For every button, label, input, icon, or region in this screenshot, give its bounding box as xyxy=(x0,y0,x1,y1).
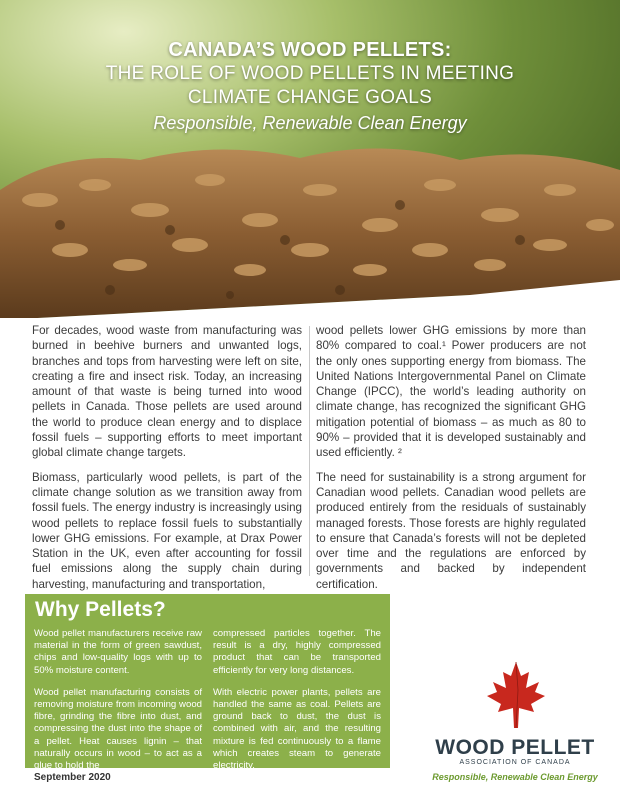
title-line-1: CANADA’S WOOD PELLETS: xyxy=(168,39,452,61)
body-column-left xyxy=(32,323,302,601)
maple-leaf-icon xyxy=(485,660,547,730)
body-column-right xyxy=(316,323,586,601)
logo-subtitle: ASSOCIATION OF CANADA xyxy=(459,759,571,766)
hero-subtitle: Responsible, Renewable Clean Energy xyxy=(153,113,467,133)
association-logo xyxy=(430,660,600,790)
hero-title xyxy=(0,38,620,136)
why-column-left xyxy=(34,628,202,782)
column-divider xyxy=(309,326,310,576)
publication-date: September 2020 xyxy=(34,772,111,783)
logo-name: WOOD PELLET xyxy=(435,736,595,759)
why-column-right xyxy=(213,628,381,782)
why-paragraph: Wood pellet manufacturers receive raw material in the form of green sawdust, chips and low-quality logs with up to 50% moisture content. xyxy=(34,628,202,676)
why-paragraph: compressed particles together. The result is a dry, highly compressed product that can be transported efficiently for very long distances. xyxy=(213,628,381,676)
hero-banner xyxy=(0,0,620,318)
why-paragraph: Wood pellet manufacturing consists of removing moisture from incoming wood fibre, grinding the fibre into dust, and compressing the dust into the shape of a pellet. Heat causes lignin – that naturally occurs in wood – to act as a glue to hold the xyxy=(34,686,202,772)
logo-tagline: Responsible, Renewable Clean Energy xyxy=(432,772,598,782)
body-paragraph: The need for sustainability is a strong argument for Canadian wood pellets. Canadian wood pellets are produced entirely from the residuals of sustainably managed forests. Those forests are highly regulated to ensure that Canada’s forests will not be depleted over time and the regulations are enforced by governments and backed by independent certification. xyxy=(316,470,586,591)
wood-pellets-image xyxy=(0,130,620,318)
title-line-2: THE ROLE OF WOOD PELLETS IN MEETING xyxy=(105,63,515,84)
why-pellets-box xyxy=(25,594,390,772)
body-paragraph: Biomass, particularly wood pellets, is part of the climate change solution as we transition away from fossil fuels. The energy industry is increasingly using wood pellets to replace fossil fuels to substantially lower GHG emissions. For example, at Drax Power Station in the UK, even after accounting for fossil fuel emissions along the supply chain during harvesting, manufacturing and transportation, xyxy=(32,470,302,591)
why-paragraph: With electric power plants, pellets are handled the same as coal. Pellets are ground back to dust, the dust is combined with air, and the resulting mixture is fed continuously to a flame which creates steam to generate electricity. xyxy=(213,686,381,772)
title-line-3: CLIMATE CHANGE GOALS xyxy=(187,87,433,108)
why-pellets-title: Why Pellets? xyxy=(35,598,166,621)
body-paragraph: wood pellets lower GHG emissions by more than 80% compared to coal.¹ Power producers are not the only ones supporting energy from biomass. The United Nations Intergovernmental Panel on Climate Change (IPCC), the world’s leading authority on climate change, has recognized the significant GHG mitigation potential of biomass – as much as 80 to 90% – provided that it is developed sustainably and used efficiently. ² xyxy=(316,324,586,460)
body-paragraph: For decades, wood waste from manufacturing was burned in beehive burners and unwanted logs, branches and tops from harvesting were left on site, creating a fire and insect risk. Today, an increasing amount of that waste is being turned into wood pellets in Canada. Those pellets are used around the world to produce clean energy and to displace fossil fuels – supporting efforts to meet important global climate change targets. xyxy=(32,324,302,460)
